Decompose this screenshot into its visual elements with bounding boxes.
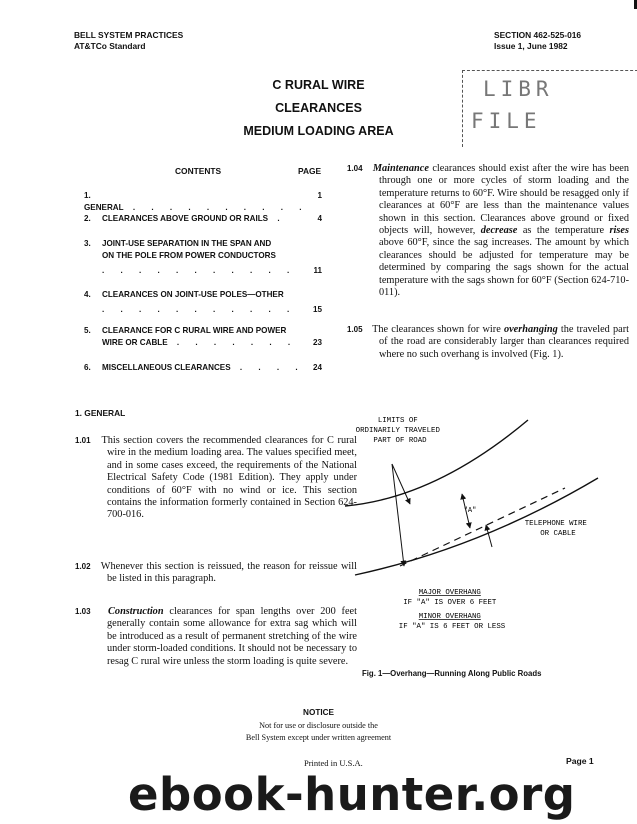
toc-item: 1.GENERAL . . . . . . . . . . 1	[84, 191, 322, 212]
stamp-line-1: LIBR	[483, 77, 554, 101]
section-heading-general: 1. GENERAL	[75, 408, 126, 418]
paragraph-number: 1.05	[347, 325, 363, 334]
printed-in-usa: Printed in U.S.A.	[304, 758, 363, 768]
paragraph-number: 1.04	[347, 164, 363, 173]
limits-label: LIMITS OF ORDINARILY TRAVELED PART OF ROAD	[355, 417, 440, 445]
title-line-3: MEDIUM LOADING AREA	[243, 124, 394, 138]
issue-date: Issue 1, June 1982	[494, 41, 568, 51]
telephone-wire-label: TELEPHONE WIRE OR CABLE	[524, 520, 587, 538]
leader-dots: . . . . . . . . . . .	[102, 305, 297, 314]
stamp-line-2: FILE	[471, 109, 542, 133]
title-line-2: CLEARANCES	[275, 101, 362, 115]
toc-page: 23	[312, 338, 322, 347]
title-line-1: C RURAL WIRE	[272, 78, 365, 92]
leader-dots: . . . . . . .	[167, 338, 298, 347]
section-number: SECTION 462-525-016	[494, 30, 582, 40]
dimension-a-label: "A"	[463, 507, 477, 515]
leader-dots: .	[268, 214, 287, 223]
toc-page: 15	[312, 305, 322, 314]
leader-to-lower-limit	[392, 464, 404, 566]
toc-item: 3. JOINT-USE SEPARATION IN THE SPAN AND ON THE POLE FROM POWER CONDUCTORS . . . . . . . . . . . 11	[84, 239, 322, 275]
library-file-stamp	[462, 70, 637, 147]
leader-dots: . . . . . . . . . .	[123, 203, 309, 212]
toc-page: 1	[317, 191, 322, 200]
toc-item: 5. CLEARANCE FOR C RURAL WIRE AND POWER WIRE OR CABLE . . . . . . . 23	[84, 326, 322, 347]
paragraph-1-02: 1.02 Whenever this section is reissued, the reason for reissue will be listed in this paragraph.	[75, 561, 357, 585]
paragraph-number: 1.01	[75, 436, 91, 445]
notice-text: Not for use or disclosure outside the Bell System except under written agreement	[245, 721, 392, 742]
contents-heading: CONTENTS	[175, 166, 222, 176]
paragraph-1-01: 1.01 This section covers the recommended clearances for C rural wire in the medium loading area. The values specified meet, and in some cases exceed, the requirements of the National Electrical Safety Code (1981 Edition). They apply under conditions of 60°F with no wind or ice. This section contains the information formerly contained in Section 624-700-016.	[75, 435, 357, 521]
contents-page-heading: PAGE	[298, 166, 322, 176]
paragraph-1-04: 1.04 Maintenance clearances should exist after the wire has been through one or more cycles of storm loading and the temperature returns to 60°F. Wire should be resagged only if clearances at 60°F are less than the maintenance values shown in this section. Clearances above ground or fixed objects will, however, decrease as the temperature rises above 60°F, since the sag increases. The amount by which clearances should be adjusted for temperature may be determined by comparing the sags shown for the actual temperature with the sags shown for 60°F (Section 624-710-011).	[347, 163, 629, 299]
figure-caption: Fig. 1—Overhang—Running Along Public Roads	[362, 669, 542, 678]
page-number: Page 1	[566, 756, 594, 766]
header-left	[74, 30, 183, 52]
standard-name: AT&TCo Standard	[74, 41, 146, 51]
overhang-legend: MAJOR OVERHANG IF "A" IS OVER 6 FEET MINOR OVERHANG IF "A" IS 6 FEET OR LESS	[398, 589, 506, 631]
paragraph-number: 1.03	[75, 607, 91, 616]
toc-item: 4. CLEARANCES ON JOINT-USE POLES—OTHER . . . . . . . . . . . 15	[84, 290, 322, 314]
toc-page: 24	[312, 363, 322, 372]
emphasis-construction: Construction	[108, 606, 164, 617]
leader-dots: . . . .	[230, 363, 305, 372]
toc-item: 6. MISCELLANEOUS CLEARANCES . . . . 24	[84, 363, 322, 372]
paragraph-number: 1.02	[75, 562, 91, 571]
leader-dots: . . . . . . . . . . .	[102, 266, 297, 275]
figure-1-overhang-diagram	[340, 408, 605, 693]
toc-page: 4	[317, 214, 322, 223]
site-watermark: ebook-hunter.org	[128, 768, 576, 821]
header-right	[494, 30, 581, 52]
toc-page: 11	[313, 266, 322, 275]
paragraph-1-03: 1.03 Construction clearances for span lengths over 200 feet generally contain some allowance for extra sag which will be introduced as a result of permanent stretching of the wire under storm-loaded conditions. It should not be necessary to resag C rural wire unless the storm loading is quite severe.	[75, 606, 357, 667]
notice-heading: NOTICE	[303, 708, 334, 717]
leader-to-wire	[486, 525, 492, 547]
toc-item: 2. CLEARANCES ABOVE GROUND OR RAILS . 4	[84, 214, 322, 223]
paragraph-1-05: 1.05 The clearances shown for wire overhanging the traveled part of the road are considerably larger than clearances required where no such overhang is involved (Fig. 1).	[347, 324, 629, 360]
publication-name: BELL SYSTEM PRACTICES	[74, 30, 184, 40]
emphasis-maintenance: Maintenance	[372, 163, 429, 174]
